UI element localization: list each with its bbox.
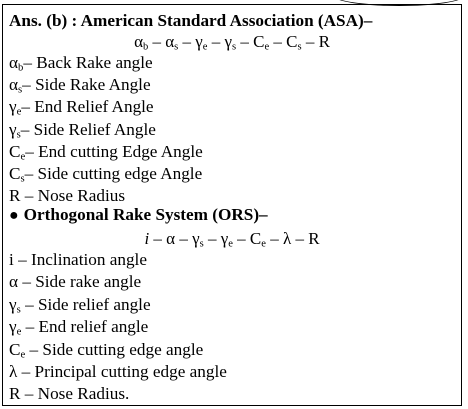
ors-item-symbol: γ: [9, 317, 17, 337]
asa-item-text: – Back Rake angle: [23, 53, 153, 72]
ors-item: [9, 250, 147, 270]
asa-item-subscript: e: [20, 151, 26, 163]
ors-item-symbol: γ: [9, 294, 17, 314]
asa-formula-ge: $\gamma_e$: [195, 32, 208, 53]
ors-item-text: – Side cutting edge angle: [25, 339, 204, 359]
ors-item-text: – End relief angle: [21, 317, 149, 337]
ors-formula-a: α: [166, 229, 176, 248]
bullet-icon: ●: [9, 207, 19, 224]
asa-item-text: – End Relief Angle: [21, 97, 154, 117]
ors-formula-i: i: [144, 229, 150, 248]
asa-formula-gs: $\gamma_s$: [224, 32, 237, 53]
ors-formula: i – α – $\gamma_s - \gamma_e - C_e$ – λ – R: [144, 229, 320, 250]
ors-item-text: – Side relief angle: [20, 294, 151, 314]
ors-item-subscript: e: [20, 349, 26, 361]
asa-formula-cs: $C_s$: [286, 32, 302, 53]
asa-item: [9, 186, 125, 206]
asa-item-subscript: b: [18, 62, 24, 74]
ors-item-text: – Nose Radius.: [20, 384, 130, 404]
ors-item-text: – Inclination angle: [13, 250, 147, 269]
ors-item-text: – Principal cutting edge angle: [17, 362, 227, 381]
ors-item-subscript: e: [16, 326, 22, 338]
ors-item-symbol: λ: [9, 362, 18, 381]
asa-item-text: – Nose Radius: [20, 186, 126, 206]
asa-item-text: – Side Rake Angle: [22, 75, 151, 95]
ors-formula-ce: $C_e$: [249, 229, 266, 250]
ors-heading: [9, 205, 268, 226]
ors-item-symbol: α: [9, 272, 19, 292]
ors-item: [9, 384, 129, 404]
ors-item: [9, 272, 141, 292]
ors-item-subscript: s: [16, 304, 21, 316]
asa-item-symbol: C: [9, 164, 21, 183]
asa-item-subscript: s: [18, 84, 23, 96]
asa-item-text: – End cutting Edge Angle: [25, 141, 203, 161]
asa-formula-ab: $\alpha_b$: [134, 32, 149, 53]
asa-item-symbol: C: [9, 141, 21, 161]
asa-item-subscript: s: [20, 173, 25, 185]
ors-formula-ge: $\gamma_e$: [220, 229, 233, 250]
ors-item-text: – Side rake angle: [18, 272, 142, 292]
asa-item-symbol: α: [9, 53, 19, 72]
asa-item-subscript: e: [16, 107, 22, 119]
asa-item-symbol: γ: [9, 119, 17, 139]
ors-formula-r: R: [308, 229, 320, 248]
ors-formula-gs: $\gamma_s$: [192, 229, 204, 250]
ors-item: [9, 362, 227, 382]
asa-item-text: – Side Relief Angle: [20, 119, 156, 139]
ors-item-symbol: R: [9, 384, 21, 404]
ors-item-symbol: i: [9, 250, 14, 269]
asa-formula-ce: $C_e$: [253, 32, 270, 53]
asa-item-symbol: R: [9, 186, 21, 206]
ors-heading-text: Orthogonal Rake System (ORS)–: [23, 205, 268, 224]
asa-item-text: – Side cutting edge Angle: [24, 164, 203, 183]
asa-formula: $\alpha_b - \alpha_s - \gamma_e - \gamma_s - C_e - C_s$ – R: [134, 32, 330, 53]
asa-item-subscript: s: [16, 129, 21, 141]
answer-box: [2, 4, 462, 406]
asa-formula-as: $\alpha_s$: [165, 32, 179, 53]
asa-formula-r: R: [318, 32, 330, 51]
asa-item-symbol: γ: [9, 97, 17, 117]
asa-heading: Ans. (b) : American Standard Association (ASA)–: [9, 11, 373, 30]
ors-item-symbol: C: [9, 339, 21, 359]
ors-formula-l: λ: [282, 229, 292, 248]
asa-item-symbol: α: [9, 75, 19, 95]
